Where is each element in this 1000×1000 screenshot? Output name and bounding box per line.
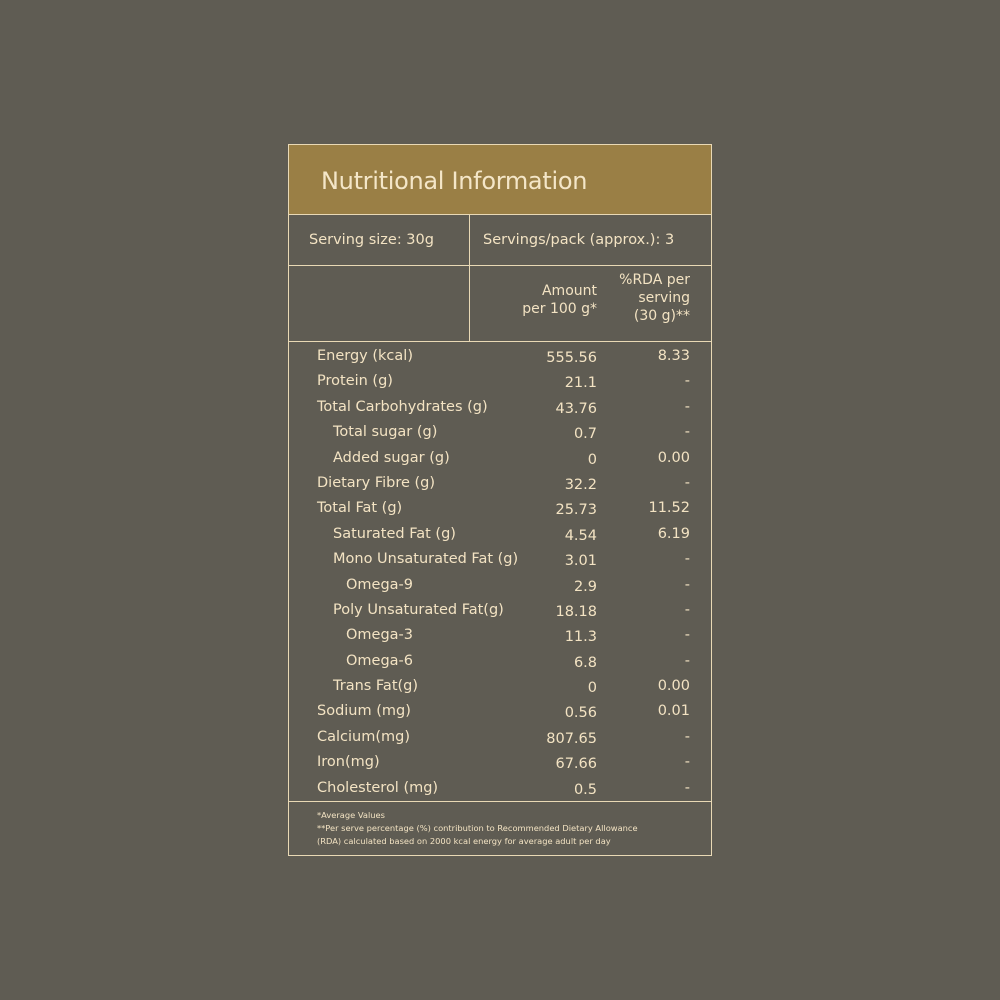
nutrient-name: Omega-6 xyxy=(346,652,414,669)
rda-per-serving: - xyxy=(684,627,690,644)
amount-per-100g: 6.8 xyxy=(573,654,597,671)
table-row xyxy=(289,344,711,369)
nutrient-name: Total Fat (g) xyxy=(317,500,403,517)
nutrient-table xyxy=(289,344,711,801)
table-row xyxy=(289,471,711,496)
nutrient-name: Cholesterol (mg) xyxy=(317,779,439,796)
rda-per-serving: 0.01 xyxy=(657,703,690,720)
table-row xyxy=(289,649,711,674)
nutrient-name: Dietary Fibre (g) xyxy=(317,474,436,491)
amount-per-100g: 0 xyxy=(587,680,597,697)
nutrient-name: Omega-9 xyxy=(346,576,414,593)
servings-per-pack: Servings/pack (approx.): 3 xyxy=(483,232,675,248)
footnote-rda-2: (RDA) calculated based on 2000 kcal energy for average adult per day xyxy=(317,836,611,846)
column-divider xyxy=(469,266,470,341)
amount-per-100g: 43.76 xyxy=(555,400,597,417)
serving-row xyxy=(289,215,711,266)
rda-per-serving: - xyxy=(684,601,690,618)
rda-per-serving: 11.52 xyxy=(648,500,690,517)
rda-per-serving: 6.19 xyxy=(657,525,690,542)
column-divider xyxy=(469,215,470,265)
nutrient-name: Calcium(mg) xyxy=(317,728,410,745)
amount-per-100g: 0.7 xyxy=(573,426,597,443)
table-row xyxy=(289,699,711,724)
amount-per-100g: 0 xyxy=(587,451,597,468)
footnotes xyxy=(289,801,711,857)
rda-per-serving: - xyxy=(684,779,690,796)
nutrient-name: Omega-3 xyxy=(346,627,414,644)
rda-per-serving: - xyxy=(684,551,690,568)
amount-per-100g: 3.01 xyxy=(564,553,597,570)
nutrient-name: Energy (kcal) xyxy=(317,348,413,364)
rda-per-serving: 0.00 xyxy=(657,449,690,466)
nutrient-name: Added sugar (g) xyxy=(333,449,450,466)
serving-size: Serving size: 30g xyxy=(309,232,434,248)
amount-per-100g: 67.66 xyxy=(555,756,597,773)
amount-per-100g: 4.54 xyxy=(564,527,597,544)
nutrient-name: Trans Fat(g) xyxy=(333,678,419,695)
table-row xyxy=(289,725,711,750)
nutrient-name: Poly Unsaturated Fat(g) xyxy=(333,601,504,618)
table-row xyxy=(289,674,711,699)
amount-per-100g: 2.9 xyxy=(573,578,597,595)
nutrient-name: Saturated Fat (g) xyxy=(333,525,456,542)
rda-per-serving: 8.33 xyxy=(657,348,690,364)
nutrient-name: Protein (g) xyxy=(317,373,393,390)
table-row xyxy=(289,547,711,572)
rda-per-serving: - xyxy=(684,652,690,669)
rda-per-serving: - xyxy=(684,398,690,415)
table-row xyxy=(289,420,711,445)
table-row xyxy=(289,623,711,648)
amount-per-100g: 807.65 xyxy=(546,730,597,747)
table-row xyxy=(289,522,711,547)
column-header-row xyxy=(289,266,711,342)
table-row xyxy=(289,496,711,521)
table-row xyxy=(289,598,711,623)
nutrient-name: Iron(mg) xyxy=(317,754,380,771)
rda-per-serving: - xyxy=(684,474,690,491)
amount-per-100g: 555.56 xyxy=(546,350,597,366)
nutrition-panel xyxy=(288,144,712,856)
amount-per-100g: 0.5 xyxy=(573,781,597,798)
rda-per-serving: - xyxy=(684,373,690,390)
header-rda: %RDA per serving (30 g)** xyxy=(619,272,690,324)
nutrient-name: Total Carbohydrates (g) xyxy=(317,398,488,415)
table-row xyxy=(289,446,711,471)
rda-per-serving: - xyxy=(684,424,690,441)
nutrient-name: Total sugar (g) xyxy=(333,424,438,441)
title-bar xyxy=(289,145,711,215)
table-row xyxy=(289,395,711,420)
header-amount: Amount per 100 g* xyxy=(522,283,597,317)
amount-per-100g: 25.73 xyxy=(555,502,597,519)
rda-per-serving: - xyxy=(684,576,690,593)
table-row xyxy=(289,776,711,801)
panel-title: Nutritional Information xyxy=(321,167,588,195)
rda-per-serving: - xyxy=(684,754,690,771)
amount-per-100g: 0.56 xyxy=(564,705,597,722)
amount-per-100g: 21.1 xyxy=(564,375,597,392)
nutrient-name: Sodium (mg) xyxy=(317,703,411,720)
table-row xyxy=(289,750,711,775)
footnote-average: *Average Values xyxy=(317,810,385,820)
rda-per-serving: 0.00 xyxy=(657,678,690,695)
nutrient-name: Mono Unsaturated Fat (g) xyxy=(333,551,519,568)
rda-per-serving: - xyxy=(684,728,690,745)
amount-per-100g: 11.3 xyxy=(564,629,597,646)
table-row xyxy=(289,369,711,394)
table-row xyxy=(289,573,711,598)
amount-per-100g: 32.2 xyxy=(564,476,597,493)
footnote-rda-1: **Per serve percentage (%) contribution to Recommended Dietary Allowance xyxy=(317,823,638,833)
amount-per-100g: 18.18 xyxy=(555,603,597,620)
